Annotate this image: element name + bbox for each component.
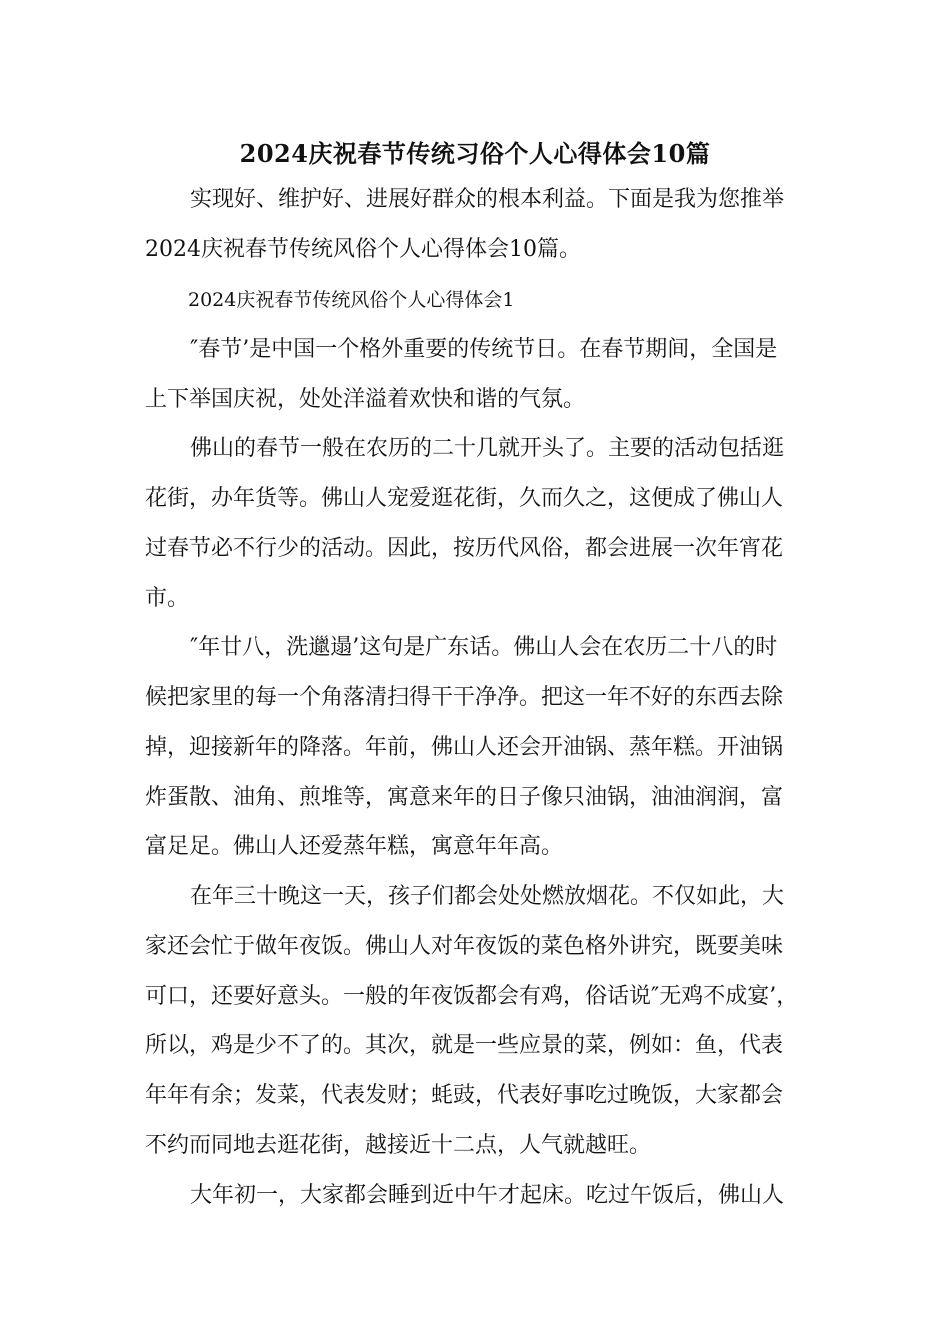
paragraph-line: 候把家里的每一个角落清扫得干干净净。把这一年不好的东西去除	[145, 685, 784, 710]
paragraph-line: 不约而同地去逛花街，越接近十二点，人气就越旺。	[145, 1133, 652, 1158]
paragraph-line: 在年三十晚这一天，孩子们都会处处燃放烟花。不仅如此，大	[190, 884, 785, 909]
paragraph-line: ″年廿八，洗邋遢’这句是广东话。佛山人会在农历二十八的时	[190, 635, 778, 660]
paragraph-line: 上下举国庆祝，处处洋溢着欢快和谐的气氛。	[145, 387, 586, 412]
paragraph-line: 2024庆祝春节传统风俗个人心得体会10篇。	[145, 237, 581, 262]
paragraph-line: 所以，鸡是少不了的。其次，就是一些应景的菜，例如：鱼，代表	[145, 1033, 784, 1058]
paragraph-line: 佛山的春节一般在农历的二十几就开头了。主要的活动包括逛	[190, 436, 785, 461]
paragraph-line: 家还会忙于做年夜饭。佛山人对年夜饭的菜色格外讲究，既要美味	[145, 934, 784, 959]
paragraph-line: 富足足。佛山人还爱蒸年糕，寓意年年高。	[145, 834, 564, 859]
paragraph-line: 炸蛋散、油角、煎堆等，寓意来年的日子像只油锅，油油润润，富	[145, 785, 784, 810]
paragraph-line: 大年初一，大家都会睡到近中午才起床。吃过午饭后，佛山人	[190, 1183, 785, 1208]
paragraph-line: 花街，办年货等。佛山人宠爱逛花街，久而久之，这便成了佛山人	[145, 486, 784, 511]
paragraph-line: ″春节’是中国一个格外重要的传统节日。在春节期间，全国是	[190, 337, 778, 362]
paragraph-line: 年年有余；发菜，代表发财；蚝豉，代表好事吃过晚饭，大家都会	[145, 1083, 784, 1108]
paragraph-line: 可口，还要好意头。一般的年夜饭都会有鸡，俗话说″无鸡不成宴’，	[145, 984, 799, 1009]
paragraph-line: 掉，迎接新年的降落。年前，佛山人还会开油锅、蒸年糕。开油锅	[145, 735, 784, 760]
document-title: 2024庆祝春节传统习俗个人心得体会10篇	[239, 139, 711, 168]
section-heading: 2024庆祝春节传统风俗个人心得体会1	[188, 289, 515, 311]
paragraph-line: 实现好、维护好、进展好群众的根本利益。下面是我为您推举	[190, 187, 785, 212]
paragraph-line: 市。	[145, 586, 190, 611]
paragraph-line: 过春节必不行少的活动。因此，按历代风俗，都会进展一次年宵花	[145, 536, 784, 561]
